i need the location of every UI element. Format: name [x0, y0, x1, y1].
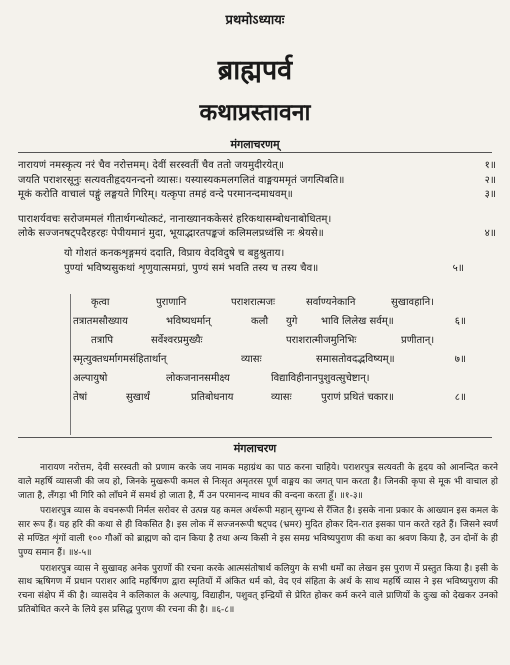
section-title: कथाप्रस्तावना — [199, 100, 311, 126]
shloka-line: लोके सज्जनषट्पदैरहरहः पेपीयमानं मुदा, भूयाद्भारतपङ्कजं कलिमलप्रध्वंसि नः श्रेयसे॥ ४॥ — [18, 228, 496, 239]
shloka-line: नारायणं नमस्कृत्य नरं चैव नरोत्तमम्। देवीं सरस्वतीं चैव ततो जयमुदीरयेत्॥ १॥ — [18, 160, 496, 171]
commentary-text — [18, 462, 498, 620]
shloka-line: पाराशर्यवचः सरोजममलं गीतार्थगन्धोत्कटं, नानाख्यानककेसरं हरिकथासम्बोधनाबोधितम्। — [18, 213, 332, 225]
shloka-block — [18, 157, 496, 240]
chapter-heading: प्रथमोऽध्यायः — [225, 13, 285, 28]
indented-shloka-block — [64, 245, 464, 274]
grid-row: तत्रातमसौख्याय भविष्यधर्मान् कलौ युगे भावि लिलेख सर्वम्॥ ६॥ — [73, 316, 466, 327]
grid-row: तेषां सुखार्थं प्रतिबोधनाय व्यासः पुराणं प्रथितं चकार॥ ८॥ — [73, 392, 466, 403]
grid-row: कृत्वा पुराणानि पराशरात्मजः सर्वाण्यनेकानि सुखावहानि। — [91, 297, 434, 308]
parva-title: ब्राह्मपर्व — [217, 55, 293, 86]
shloka-line: पुण्यां भविष्यसुकथां शृणुयात्समग्रां, पुण्यं समं भवति तस्य च तस्य चैव॥ ५॥ — [64, 262, 464, 274]
shloka-line: यो गोशतं कनकशृङ्गमयं ददाति, विप्राय वेदविदुषे च बहुश्रुताय। — [64, 248, 285, 259]
shloka-line: मूकं करोति वाचालं पङ्गुं लङ्घयते गिरिम्। यत्कृपा तमहं वन्दे परमानन्दमाधवम्॥ ३॥ — [18, 189, 496, 200]
shloka-line: जयति पराशरसूनुः सत्यवतीहृदयनन्दनो व्यासः। यस्यास्यकमलगलितं वाङ्मयममृतं जगत्पिबति॥ २॥ — [18, 174, 496, 186]
verse-grid — [70, 294, 466, 435]
paragraph: नारायण नरोत्तम, देवी सरस्वती को प्रणाम करके जय नामक महाग्रंथ का पाठ करना चाहिये। पराशरपुत्र सत्यवती के हृदय को आनन्दित करने वाले महर्षि व्यासजी की जय हो, जिनके मुखरूपी कमल से निःसृत अमृतरस पूर्ण वाङ्मय का जगत् पान करता है। जिनकी कृपा से मूक भी वाचाल हो जाता है, लँगड़ा भी गिरि को लाँघने में समर्थ हो जाता है, मैं उन परमानन्द माधव की वन्दना करता हूँ। ॥१-३॥ — [18, 463, 498, 501]
divider-middle — [18, 437, 492, 438]
grid-row: स्मृत्युक्तधर्मागमसंहितार्थान् व्यासः समासतोवदद्भविष्यम्॥ ७॥ — [73, 354, 466, 365]
mangalacharan-sanskrit-heading: मंगलाचरणम् — [230, 138, 280, 151]
paragraph: पराशरपुत्र व्यास के वचनरूपी निर्मल सरोवर से उत्पन्न यह कमल अर्थरूपी महान् सुगन्ध से रँजित है। इसके नाना प्रकार के आख्यान इस कमल के सार रूप हैं। यह हरि की कथा से ही विकसित है। इस लोक में सज्जनरूपी षट्पद (भ्रमर) मुदित होकर दिन-रात इसका पान करते रहते हैं। जिसने स्वर्ण से मण्डित शृंगों वाली १०० गौओं को ब्राह्मण को दान किया है तथा अन्य किसी ने इस समग्र भविष्यपुराण की कथा का श्रवण किया है, उन दोनों के ही पुण्य समान हैं। ॥४-५॥ — [18, 506, 498, 558]
paragraph: पराशरपुत्र व्यास ने सुखावह अनेक पुराणों की रचना करके आत्मसंतोषार्थ कलियुग के सभी धर्मों का लेखन इस पुराण में प्रस्तुत किया है। इसी के साथ ऋषिगण में प्रधान पराशर आदि महर्षिगण द्वारा स्मृतियों में अंकित धर्म को, वेद एवं संहिता के अर्थ के साथ महर्षि व्यास ने इस भविष्यपुराण की रचना संक्षेप में की है। व्यासदेव ने कलिकाल के अल्पायु, विद्याहीन, पशुवत् इन्द्रियों से प्रेरित होकर कर्म करने वाले प्राणियों के दुःख को देखकर उनको प्रतिबोधित करने के लिये इस प्रसिद्ध पुराण की रचना की है। ॥६-८॥ — [18, 563, 498, 615]
grid-row: अल्पायुषो लोकजनानसमीक्ष्य विद्याविहीनानपुशुवत्सुचेष्टान्। — [73, 373, 370, 384]
mangalacharan-hindi-heading: मंगलाचरण — [233, 442, 277, 455]
divider-top — [18, 152, 492, 153]
grid-row: तत्रापि सर्वेश्वरप्रमुख्यैः पराशरात्मीजमुनिभिः प्रणीतान्। — [91, 335, 435, 346]
